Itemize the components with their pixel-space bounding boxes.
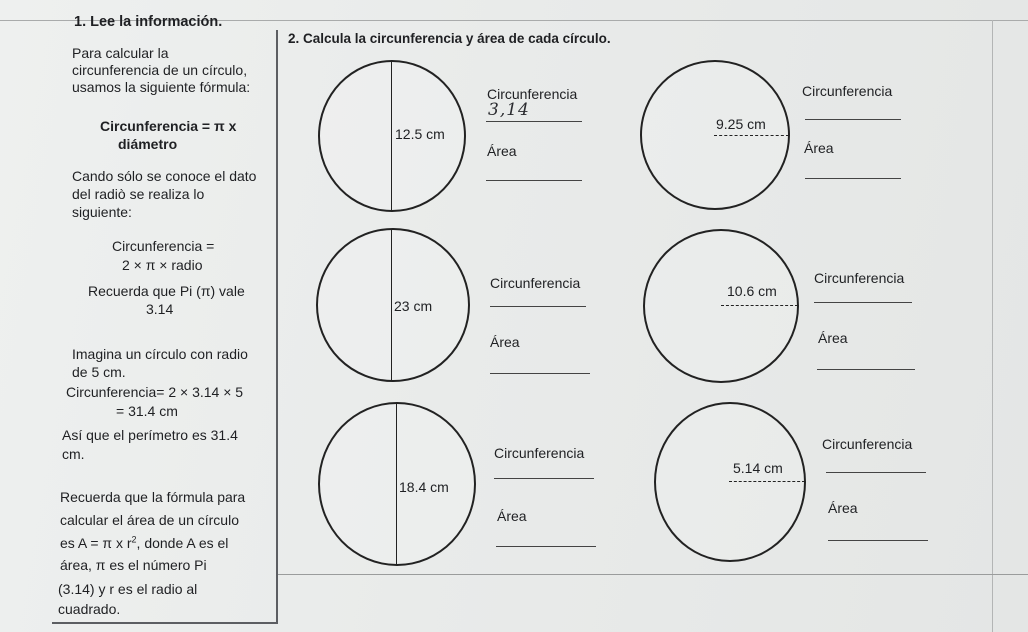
circle-3-diameter-line bbox=[391, 229, 392, 381]
circle-1-circumference-answer-line[interactable] bbox=[486, 121, 582, 122]
circle-1-circumference-label: Circunferencia bbox=[487, 86, 578, 102]
circle-6-circumference-label: Circunferencia bbox=[822, 436, 913, 452]
radius-note-2: del radiò se realiza lo bbox=[72, 186, 205, 202]
perimeter-line-2: cm. bbox=[62, 446, 85, 462]
area-note-4: área, π es el número Pi bbox=[60, 557, 207, 573]
circle-1-handwritten-answer: 3,14 bbox=[488, 100, 530, 120]
area-note-3-exponent: 2 bbox=[131, 534, 137, 545]
circle-2-radius-line bbox=[714, 135, 789, 136]
area-note-1: Recuerda que la fórmula para bbox=[60, 489, 246, 505]
circle-6-area-label: Área bbox=[828, 500, 858, 516]
circle-5-circumference-label: Circunferencia bbox=[494, 445, 585, 461]
bottom-divider bbox=[276, 574, 1028, 575]
formula-radius-line-1: Circunferencia = bbox=[112, 238, 215, 254]
circle-4-radius-line bbox=[721, 305, 798, 306]
area-note-2: calcular el área de un círculo bbox=[60, 512, 239, 528]
circle-4-measure: 10.6 cm bbox=[727, 283, 777, 299]
circle-6-circumference-answer-line[interactable] bbox=[826, 472, 926, 473]
circle-4-area-answer-line[interactable] bbox=[817, 369, 915, 370]
circle-3-area-label: Área bbox=[490, 334, 520, 350]
circle-4-area-label: Área bbox=[818, 330, 848, 346]
circle-5-measure: 18.4 cm bbox=[399, 479, 449, 495]
pi-note-2: 3.14 bbox=[146, 301, 174, 317]
example-line-1: Imagina un círculo con radio bbox=[72, 346, 248, 362]
circle-5-diameter-line bbox=[396, 403, 397, 565]
circle-2-circumference-label: Circunferencia bbox=[802, 83, 893, 99]
intro-line-2: circunferencia de un círculo, bbox=[72, 62, 248, 78]
pi-note-1: Recuerda que Pi (π) vale bbox=[88, 283, 245, 299]
circle-2-area-label: Área bbox=[804, 140, 834, 156]
circle-1-diameter-line bbox=[391, 61, 392, 211]
circle-6-radius-line bbox=[729, 481, 805, 482]
circle-2-area-answer-line[interactable] bbox=[805, 178, 901, 179]
radius-note-1: Cando sólo se conoce el dato bbox=[72, 168, 257, 184]
circle-3-circumference-label: Circunferencia bbox=[490, 275, 581, 291]
perimeter-line-1: Así que el perímetro es 31.4 bbox=[62, 427, 238, 443]
circle-6 bbox=[654, 402, 806, 562]
example-line-3: Circunferencia= 2 × 3.14 × 5 bbox=[66, 384, 244, 400]
intro-line-3: usamos la siguiente fórmula: bbox=[72, 79, 251, 95]
circle-2-circumference-answer-line[interactable] bbox=[805, 119, 901, 120]
area-note-3-post: , donde A es el bbox=[136, 535, 229, 551]
example-line-2: de 5 cm. bbox=[72, 364, 126, 380]
intro-line-1: Para calcular la bbox=[72, 45, 169, 61]
circle-5-area-answer-line[interactable] bbox=[496, 546, 596, 547]
radius-note-3: siguiente: bbox=[72, 204, 132, 220]
circle-5-circumference-answer-line[interactable] bbox=[494, 478, 594, 479]
circle-5-area-label: Área bbox=[497, 508, 527, 524]
circle-3 bbox=[316, 228, 470, 382]
section2-heading: 2. Calcula la circunferencia y área de cada círculo. bbox=[288, 31, 611, 46]
area-note-3 bbox=[60, 535, 228, 551]
circle-3-area-answer-line[interactable] bbox=[490, 373, 590, 374]
circle-5 bbox=[318, 402, 476, 566]
section1-heading: 1. Lee la información. bbox=[74, 14, 223, 30]
example-line-4: = 31.4 cm bbox=[116, 403, 178, 419]
formula-diameter-line-1: Circunferencia = π x bbox=[100, 118, 237, 134]
circle-1-area-answer-line[interactable] bbox=[486, 180, 582, 181]
area-note-3-pre: es A = π x r bbox=[60, 535, 132, 551]
circle-2-measure: 9.25 cm bbox=[716, 116, 766, 132]
area-note-6: cuadrado. bbox=[58, 601, 121, 617]
formula-diameter-line-2: diámetro bbox=[118, 136, 178, 152]
area-note-5: (3.14) y r es el radio al bbox=[58, 581, 198, 597]
circle-1-measure: 12.5 cm bbox=[395, 126, 445, 142]
circle-1-area-label: Área bbox=[487, 143, 517, 159]
formula-radius-line-2: 2 × π × radio bbox=[122, 257, 203, 273]
circle-6-area-answer-line[interactable] bbox=[828, 540, 928, 541]
right-margin-line bbox=[992, 20, 993, 632]
circle-4 bbox=[643, 229, 799, 383]
circle-4-circumference-label: Circunferencia bbox=[814, 270, 905, 286]
circle-3-circumference-answer-line[interactable] bbox=[490, 306, 586, 307]
circle-4-circumference-answer-line[interactable] bbox=[814, 302, 912, 303]
circle-3-measure: 23 cm bbox=[394, 298, 433, 314]
circle-6-measure: 5.14 cm bbox=[733, 460, 783, 476]
